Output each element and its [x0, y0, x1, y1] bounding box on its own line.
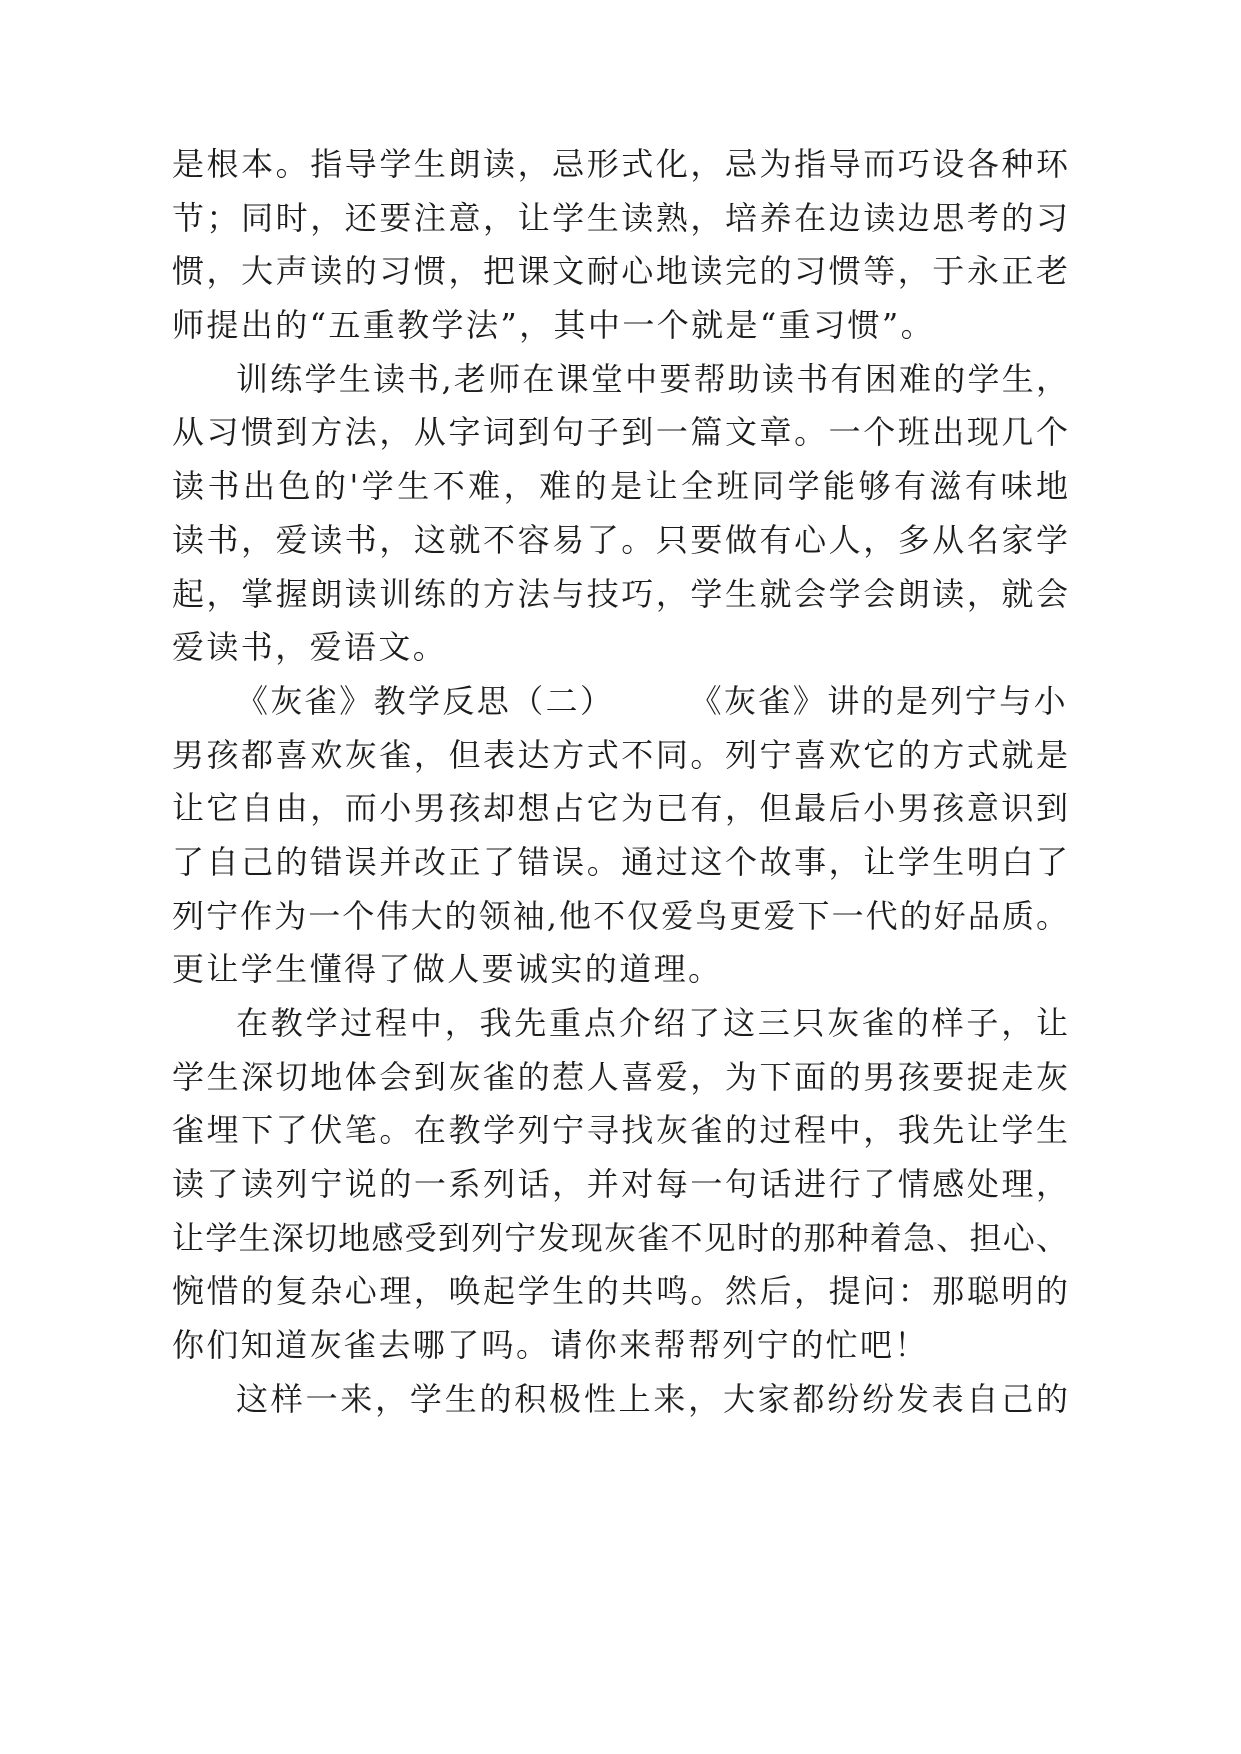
text-line: 学生深切地体会到灰雀的惹人喜爱，为下面的男孩要捉走灰	[172, 1057, 1068, 1096]
text-line: 男孩都喜欢灰雀，但表达方式不同。列宁喜欢它的方式就是	[172, 735, 1068, 774]
text-line: 读书出色的'学生不难，难的是让全班同学能够有滋有味地	[172, 467, 1068, 506]
paragraph	[172, 675, 1068, 997]
paragraph	[172, 1373, 1068, 1427]
paragraph	[172, 353, 1068, 675]
text-line: 训练学生读书,老师在课堂中要帮助读书有困难的学生，	[236, 359, 1068, 398]
text-line: 从习惯到方法，从字词到句子到一篇文章。一个班出现几个	[172, 413, 1068, 452]
document-body	[172, 138, 1068, 1427]
text-line: 起，掌握朗读训练的方法与技巧，学生就会学会朗读，就会	[172, 574, 1068, 613]
text-line: 这样一来，学生的积极性上来，大家都纷纷发表自己的	[236, 1379, 1068, 1418]
text-line: 节；同时，还要注意，让学生读熟，培养在边读边思考的习	[172, 198, 1068, 237]
text-line: 是根本。指导学生朗读，忌形式化，忌为指导而巧设各种环	[172, 145, 1068, 183]
paragraph	[172, 997, 1068, 1373]
text-line: 惯，大声读的习惯，把课文耐心地读完的习惯等，于永正老	[172, 252, 1068, 291]
text-line: 让学生深切地感受到列宁发现灰雀不见时的那种着急、担心、	[172, 1218, 1068, 1257]
text-line: 读书，爱读书，这就不容易了。只要做有心人，多从名家学	[172, 520, 1068, 559]
text-line: 列宁作为一个伟大的领袖,他不仅爱鸟更爱下一代的好品质。	[172, 896, 1068, 935]
text-segment: 《灰雀》讲的是列宁与小	[689, 681, 1068, 720]
text-line: 在教学过程中，我先重点介绍了这三只灰雀的样子，让	[236, 1004, 1068, 1042]
text-line	[172, 675, 1068, 729]
text-line: 师提出的“五重教学法”，其中一个就是“重习惯”。	[172, 306, 936, 345]
text-line: 让它自由，而小男孩却想占它为已有，但最后小男孩意识到	[172, 789, 1068, 828]
text-line: 你们知道灰雀去哪了吗。请你来帮帮列宁的忙吧！	[172, 1326, 929, 1365]
text-line: 读了读列宁说的一系列话，并对每一句话进行了情感处理，	[172, 1165, 1068, 1204]
text-line: 更让学生懂得了做人要诚实的道理。	[172, 950, 723, 989]
text-line: 了自己的错误并改正了错误。通过这个故事，让学生明白了	[172, 842, 1068, 881]
section-heading: 《灰雀》教学反思（二）	[236, 681, 615, 720]
text-line: 雀埋下了伏笔。在教学列宁寻找灰雀的过程中，我先让学生	[172, 1111, 1068, 1150]
text-line: 爱读书，爱语文。	[172, 628, 448, 667]
paragraph	[172, 138, 1068, 353]
text-line: 惋惜的复杂心理，唤起学生的共鸣。然后，提问：那聪明的	[172, 1272, 1068, 1311]
